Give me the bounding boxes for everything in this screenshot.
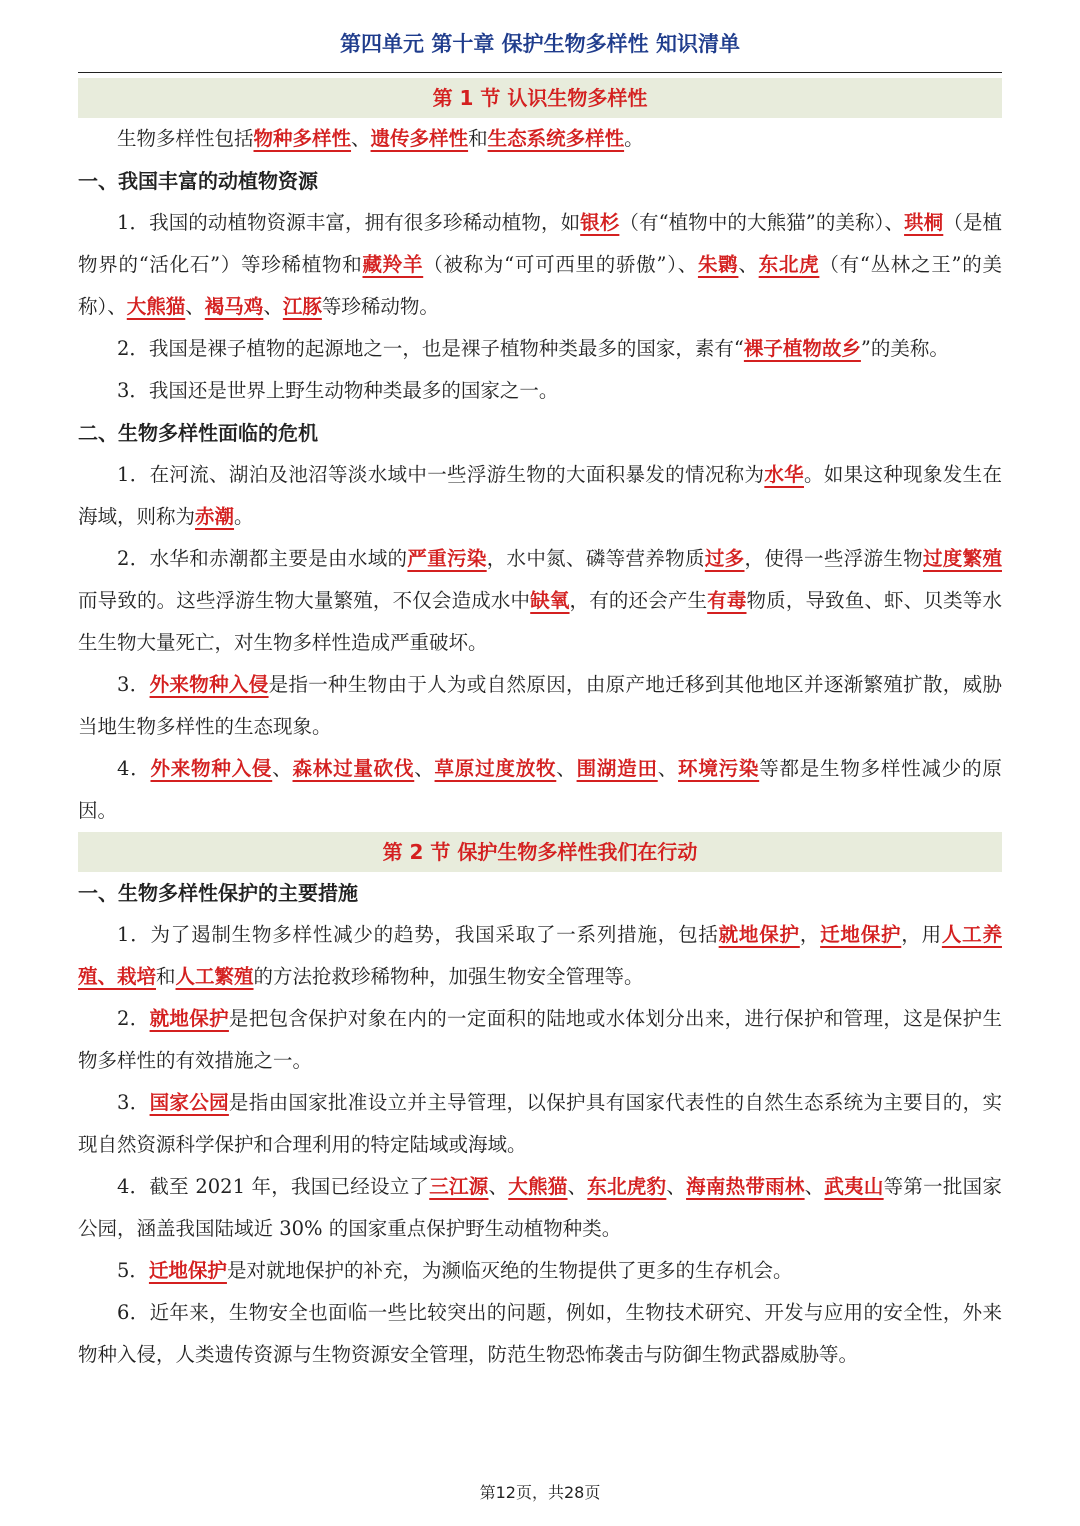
- paragraph: [78, 1166, 1002, 1250]
- text-run: 等都是生物多样性减少的原因。: [78, 757, 1002, 822]
- text-run: （被称为“可可西里的骄傲”）、: [423, 253, 698, 276]
- keyword: 赤潮: [195, 505, 235, 528]
- document-title: 第四单元 第十章 保护生物多样性 知识清单: [340, 32, 740, 56]
- content: [78, 78, 1002, 1376]
- text-run: 6．近年来，生物安全也面临一些比较突出的问题，例如，生物技术研究、开发与应用的安全性，外来物种入侵，人类遗传资源与生物资源安全管理，防范生物恐怖袭击与防御生物武器威胁等。: [78, 1301, 1002, 1366]
- text-run: 3．: [117, 1091, 150, 1114]
- text-run: 是指一种生物由于人为或自然原因，由原产地迁移到其他地区并逐渐繁殖扩散，威胁当地生物多样性的生态现象。: [78, 673, 1002, 738]
- keyword: 江豚: [282, 295, 322, 318]
- text-run: 、: [657, 757, 679, 780]
- keyword: 褐马鸡: [204, 295, 264, 318]
- text-run: 、: [738, 253, 759, 276]
- text-run: 生物多样性包括: [117, 127, 254, 150]
- paragraph: [78, 538, 1002, 664]
- paragraph: [78, 998, 1002, 1082]
- text-run: 。: [234, 505, 254, 528]
- text-run: 5．: [117, 1259, 149, 1282]
- keyword: 就地保护: [149, 1007, 229, 1030]
- keyword: 迁地保护: [148, 1259, 227, 1282]
- text-run: 、: [185, 295, 205, 318]
- paragraph: [78, 202, 1002, 328]
- keyword: 环境污染: [678, 757, 760, 780]
- text-run: ，水中氮、磷等营养物质: [486, 547, 705, 570]
- text-run: 物质，导致鱼、虾、贝类等水生生物大量死亡，对生物多样性造成严重破坏。: [78, 589, 1002, 654]
- paragraph: [78, 1250, 1002, 1292]
- keyword: 森林过量砍伐: [292, 757, 415, 780]
- keyword: 东北虎豹: [587, 1175, 667, 1198]
- text-run: 、: [351, 127, 371, 150]
- keyword: 外来物种入侵: [149, 673, 269, 696]
- keyword: 围湖造田: [576, 757, 658, 780]
- text-run: 、: [804, 1175, 825, 1198]
- text-run: 和: [468, 127, 488, 150]
- text-run: 4．截至 2021 年，我国已经设立了: [117, 1175, 430, 1198]
- paragraph: [78, 370, 1002, 412]
- section-1-heading-1: 一、我国丰富的动植物资源: [78, 169, 318, 193]
- text-run: 1．在河流、湖泊及池沼等淡水域中一些浮游生物的大面积暴发的情况称为: [117, 463, 765, 486]
- keyword: 三江源: [429, 1175, 489, 1198]
- section-2-heading-1: 一、生物多样性保护的主要措施: [78, 881, 358, 905]
- paragraph: [78, 454, 1002, 538]
- text-run: 等第一批国家公园，涵盖我国陆域近 30% 的国家重点保护野生动植物种类。: [78, 1175, 1002, 1240]
- text-run: 是指由国家批准设立并主导管理，以保护具有国家代表性的自然生态系统为主要目的，实现自然资源科学保护和合理利用的特定陆域或海域。: [78, 1091, 1002, 1156]
- keyword: 遗传多样性: [370, 127, 469, 150]
- text-run: ，有的还会产生: [569, 589, 708, 612]
- keyword: 缺氧: [530, 589, 570, 612]
- text-run: 。: [624, 127, 644, 150]
- text-run: 、: [567, 1175, 588, 1198]
- section-1-intro: [78, 118, 1002, 160]
- section-1-heading-2: 二、生物多样性面临的危机: [78, 421, 318, 445]
- text-run: 而导致的。这些浮游生物大量繁殖，不仅会造成水中: [78, 589, 531, 612]
- text-run: 2．: [117, 1007, 150, 1030]
- keyword: 草原过度放牧: [434, 757, 557, 780]
- text-run: ”的美称。: [860, 337, 949, 360]
- keyword: 大熊猫: [126, 295, 186, 318]
- keyword: 严重污染: [407, 547, 487, 570]
- text-run: 、: [414, 757, 435, 780]
- text-run: 2．水华和赤潮都主要是由水域的: [117, 547, 408, 570]
- text-run: 等珍稀动物。: [321, 295, 439, 318]
- text-run: 是对就地保护的补充，为濒临灭绝的生物提供了更多的生存机会。: [226, 1259, 793, 1282]
- keyword: 朱鹮: [697, 253, 739, 276]
- page-number: 第12页，共28页: [479, 1483, 601, 1502]
- keyword: 水华: [764, 463, 804, 486]
- keyword: 裸子植物故乡: [743, 337, 861, 360]
- keyword: 人工繁殖: [175, 965, 254, 988]
- text-run: 2．我国是裸子植物的起源地之一，也是裸子植物种类最多的国家，素有“: [117, 337, 744, 360]
- keyword: 武夷山: [824, 1175, 884, 1198]
- keyword: 人工养殖、栽培: [78, 923, 1002, 988]
- section-1-banner: 第 1 节 认识生物多样性: [78, 78, 1002, 118]
- text-run: ，使得一些浮游生物: [744, 547, 923, 570]
- keyword: 过度繁殖: [922, 547, 1002, 570]
- text-run: 和: [156, 965, 176, 988]
- text-run: （有“植物中的大熊猫”的美称）、: [619, 211, 905, 234]
- text-run: 的方法抢救珍稀物种，加强生物安全管理等。: [253, 965, 644, 988]
- paragraph: [78, 664, 1002, 748]
- keyword: 过多: [704, 547, 745, 570]
- section-2-banner: 第 2 节 保护生物多样性我们在行动: [78, 832, 1002, 872]
- text-run: 、: [272, 757, 293, 780]
- text-run: （有“丛林之王”的美称）、: [78, 253, 1002, 318]
- keyword: 海南热带雨林: [686, 1175, 805, 1198]
- text-run: ，用: [901, 923, 942, 946]
- keyword: 就地保护: [718, 923, 800, 946]
- keyword: 大熊猫: [508, 1175, 568, 1198]
- text-run: 1．我国的动植物资源丰富，拥有很多珍稀动植物，如: [117, 211, 581, 234]
- keyword: 银杉: [580, 211, 620, 234]
- keyword: 迁地保护: [820, 923, 902, 946]
- paragraph: [78, 1082, 1002, 1166]
- keyword: 外来物种入侵: [150, 757, 273, 780]
- keyword: 珙桐: [904, 211, 944, 234]
- title-divider: [78, 72, 1002, 73]
- text-run: 、: [488, 1175, 509, 1198]
- keyword: 藏羚羊: [362, 253, 424, 276]
- paragraph: [78, 1292, 1002, 1376]
- keyword: 有毒: [707, 589, 747, 612]
- text-run: 1．为了遏制生物多样性减少的趋势，我国采取了一系列措施，包括: [117, 923, 719, 946]
- text-run: 。如果这种现象发生在海域，则称为: [78, 463, 1002, 528]
- text-run: 、: [263, 295, 283, 318]
- paragraph: [78, 328, 1002, 370]
- text-run: 、: [666, 1175, 687, 1198]
- keyword: 国家公园: [149, 1091, 229, 1114]
- paragraph: [78, 748, 1002, 832]
- text-run: 4．: [117, 757, 151, 780]
- text-run: （是植物界的“活化石”）等珍稀植物和: [78, 211, 1002, 276]
- keyword: 生态系统多样性: [487, 127, 625, 150]
- text-run: 3．: [117, 673, 150, 696]
- keyword: 东北虎: [758, 253, 820, 276]
- text-run: 3．我国还是世界上野生动物种类最多的国家之一。: [117, 379, 559, 402]
- text-run: 、: [556, 757, 577, 780]
- keyword: 物种多样性: [253, 127, 352, 150]
- text-run: 是把包含保护对象在内的一定面积的陆地或水体划分出来，进行保护和管理，这是保护生物多样性的有效措施之一。: [78, 1007, 1002, 1072]
- text-run: ，: [799, 923, 821, 946]
- paragraph: [78, 914, 1002, 998]
